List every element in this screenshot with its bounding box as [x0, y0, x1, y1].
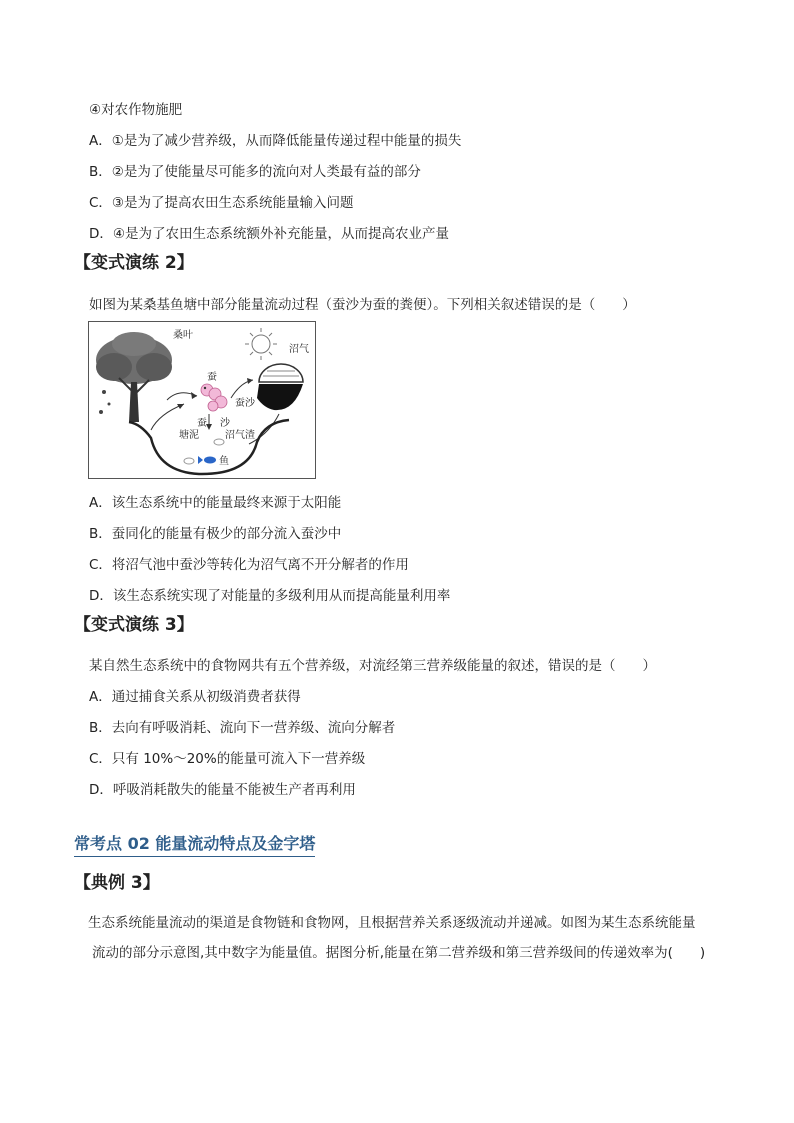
variant2-option-d: D．该生态系统实现了对能量的多级利用从而提高能量利用率: [89, 588, 451, 604]
variant3-question: 某自然生态系统中的食物网共有五个营养级，对流经第三营养级能量的叙述，错误的是（ ）: [89, 658, 656, 674]
label-biogas-residue: 沼气渣: [225, 430, 255, 441]
variant2-question: 如图为某桑基鱼塘中部分能量流动过程（蚕沙为蚕的粪便）。下列相关叙述错误的是（ ）: [89, 297, 636, 313]
label-biogas: 沼气: [289, 344, 309, 355]
label-silkworm-sha-left: 蚕: [197, 418, 207, 429]
label-fish: 鱼: [219, 456, 229, 467]
section-title: 常考点 02 能量流动特点及金字塔: [74, 833, 315, 857]
variant2-option-c: C．将沼气池中蚕沙等转化为沼气离不开分解者的作用: [89, 557, 409, 573]
option-a: A．①是为了减少营养级，从而降低能量传递过程中能量的损失: [89, 133, 462, 149]
example3-heading: 【典例 3】: [74, 873, 160, 893]
option-c: C．③是为了提高农田生态系统能量输入问题: [89, 195, 354, 211]
option-b: B．②是为了使能量尽可能多的流向对人类最有益的部分: [89, 164, 421, 180]
example3-line-2: 流动的部分示意图,其中数字为能量值。据图分析,能量在第二营养级和第三营养级间的传递效率为( ): [92, 945, 706, 961]
variant3-option-b: B．去向有呼吸消耗、流向下一营养级、流向分解者: [89, 720, 396, 736]
diagram-drawing: [89, 322, 317, 480]
variant3-option-c: C．只有 10%～20%的能量可流入下一营养级: [89, 751, 366, 767]
variant3-option-a: A．通过捕食关系从初级消费者获得: [89, 689, 301, 705]
item-4: ④对农作物施肥: [89, 102, 183, 118]
sun-icon: [245, 328, 277, 360]
option-d: D．④是为了农田生态系统额外补充能量，从而提高农业产量: [89, 226, 449, 242]
fish-icon: [184, 439, 224, 464]
label-silkworm: 蚕: [207, 372, 217, 383]
variant2-option-a: A．该生态系统中的能量最终来源于太阳能: [89, 495, 342, 511]
biogas-digester-icon: [257, 364, 303, 410]
variant3-option-d: D．呼吸消耗散失的能量不能被生产者再利用: [89, 782, 356, 798]
label-silkworm-excrement: 蚕沙: [235, 398, 255, 409]
mulberry-tree-illustration: [96, 332, 172, 422]
variant2-heading: 【变式演练 2】: [74, 253, 194, 273]
variant2-option-b: B．蚕同化的能量有极少的部分流入蚕沙中: [89, 526, 342, 542]
silkworm-icon: [201, 384, 227, 411]
label-pond-mud: 塘泥: [179, 430, 199, 441]
mulberry-fish-pond-diagram: [88, 321, 316, 479]
label-mulberry-leaf: 桑叶: [173, 330, 193, 341]
variant3-heading: 【变式演练 3】: [74, 615, 194, 635]
label-silkworm-sha-right: 沙: [220, 418, 230, 429]
example3-line-1: 生态系统能量流动的渠道是食物链和食物网，且根据营养关系逐级流动并递减。如图为某生态系统能量: [88, 915, 696, 931]
